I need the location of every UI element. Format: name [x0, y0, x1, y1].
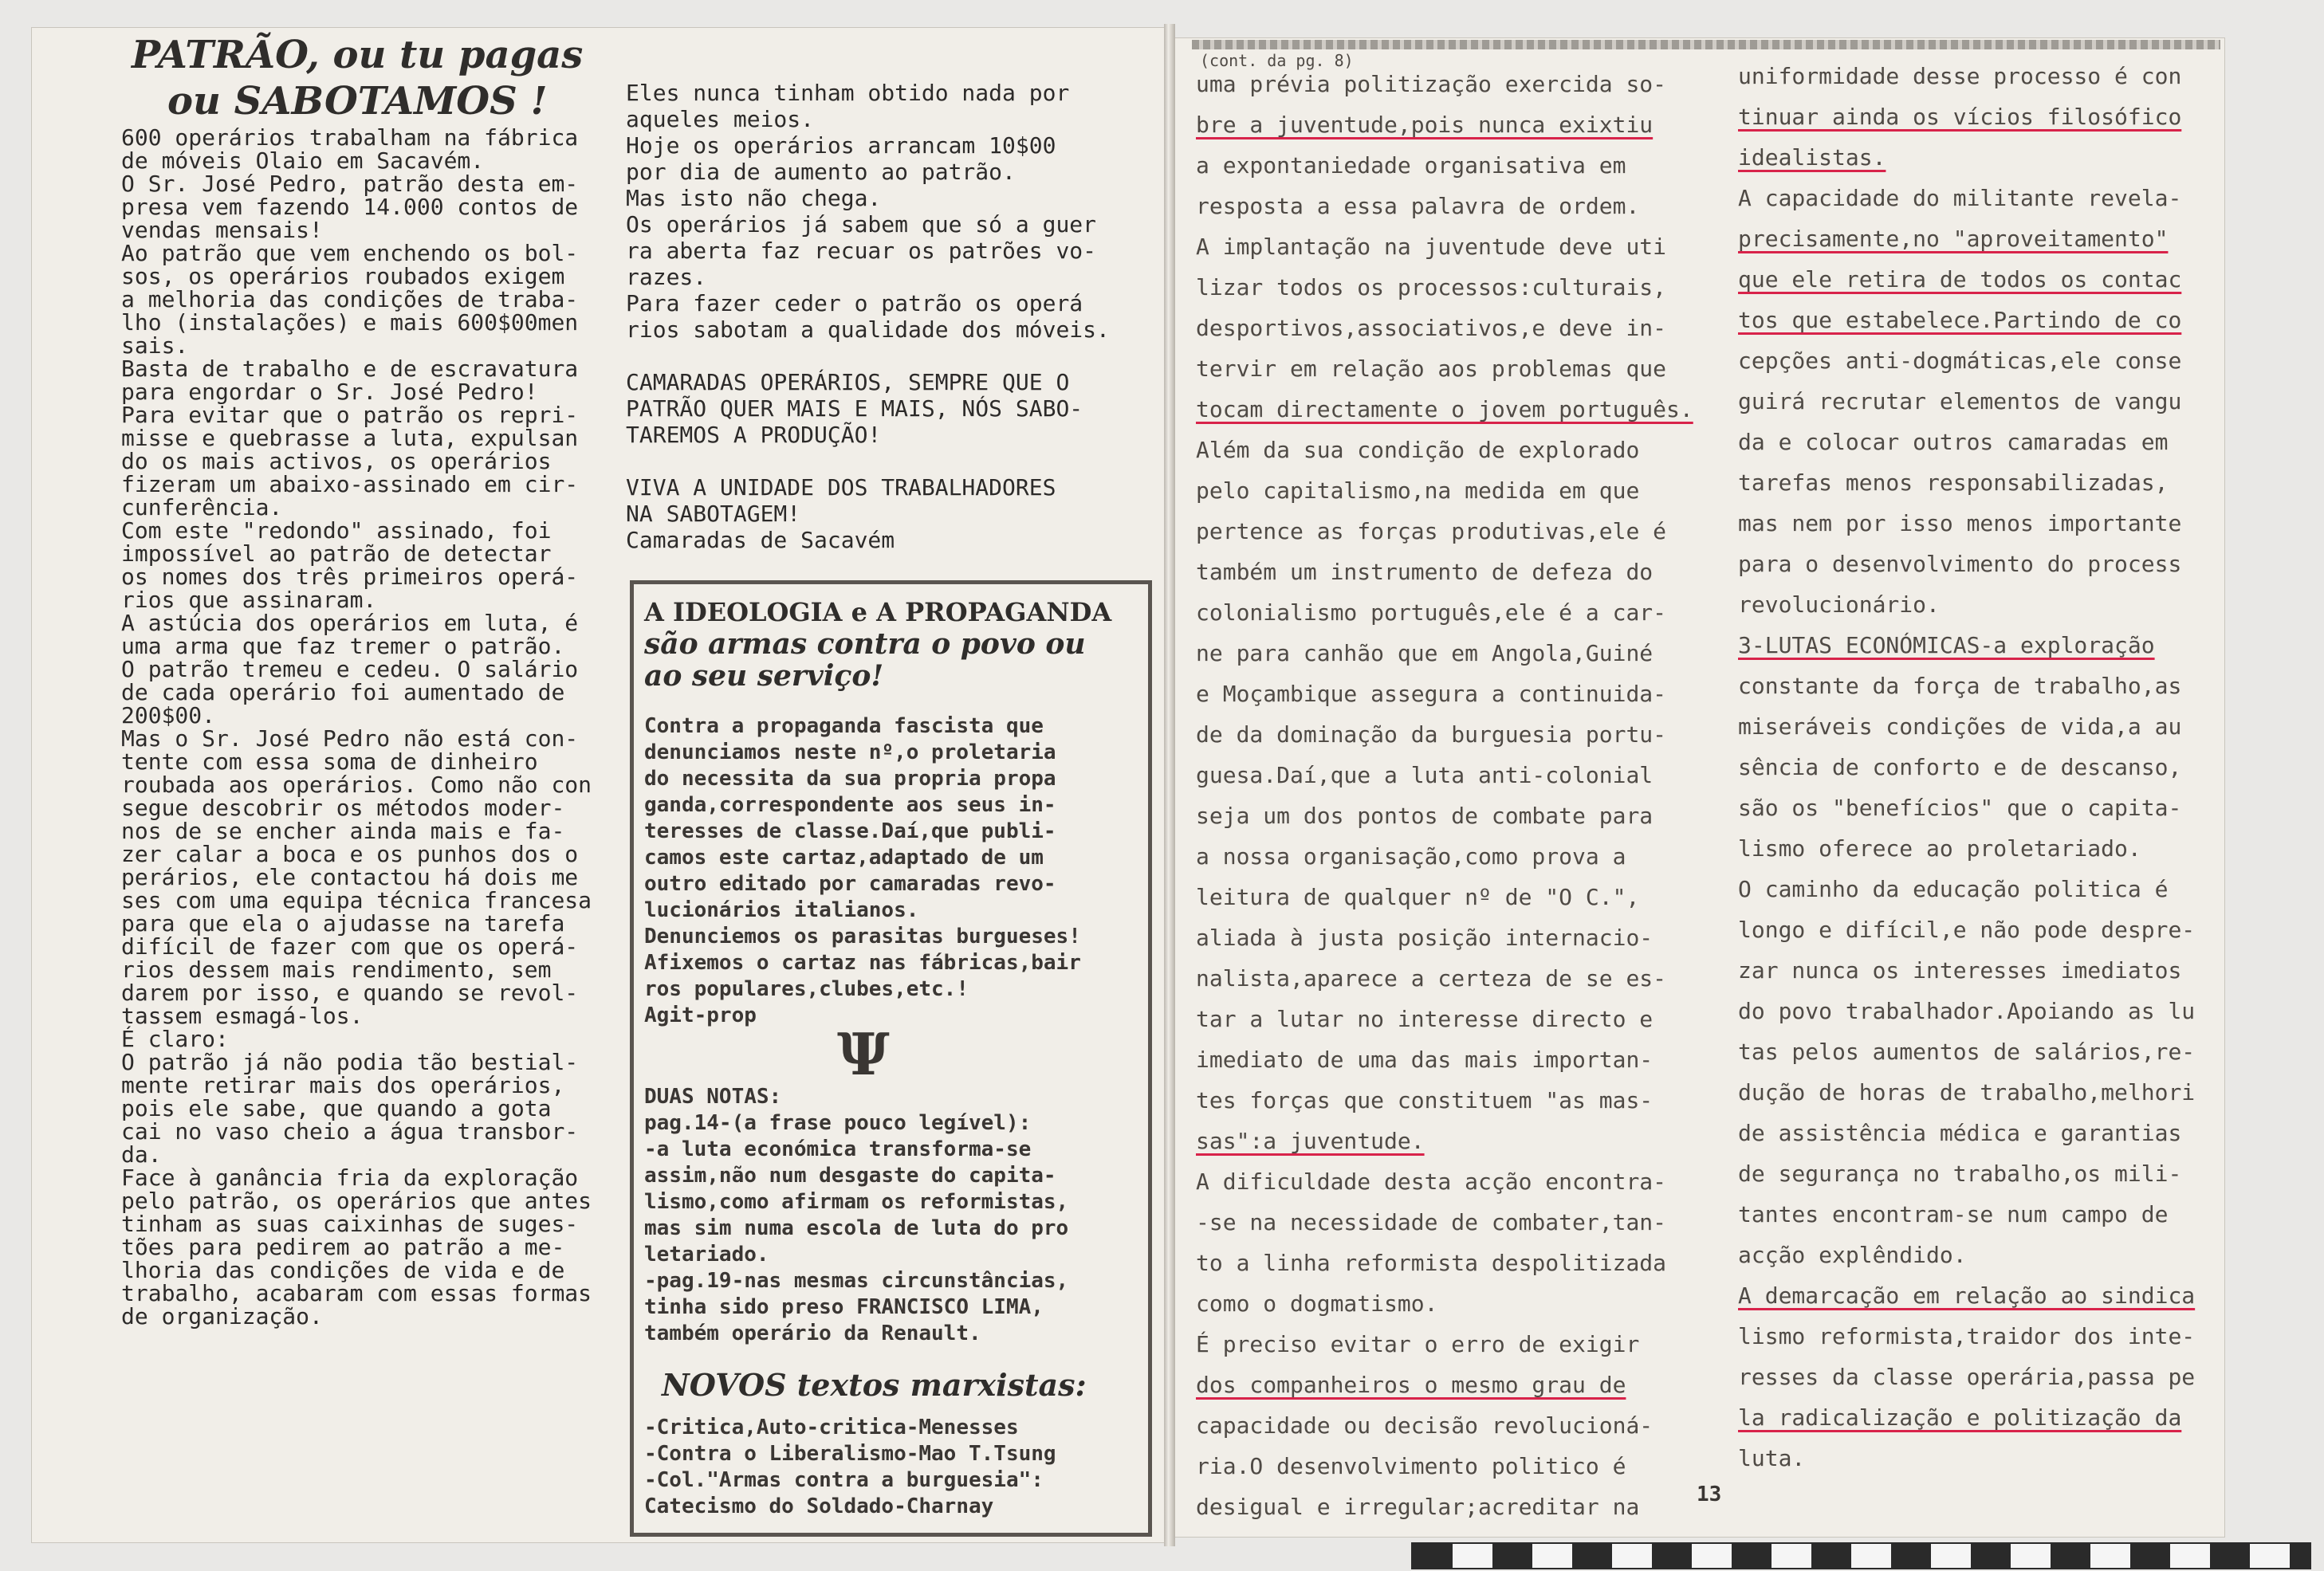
text-line: É claro:: [121, 1026, 229, 1052]
text-line: Os operários já sabem que só a guer: [626, 211, 1097, 238]
page-number: 13: [1697, 1483, 1722, 1506]
text-line: rios que assinaram.: [121, 587, 377, 613]
headline: [132, 32, 583, 124]
text-line: uma prévia politização exercida so-: [1196, 71, 1667, 97]
text-line: ses com uma equipa técnica francesa: [121, 887, 592, 913]
text-line: da e colocar outros camaradas em: [1738, 429, 2169, 455]
text-line: do os mais activos, os operários: [121, 448, 552, 474]
notes-text: [644, 1084, 1068, 1347]
text-line: colonialismo português,ele é a car-: [1196, 599, 1667, 626]
text-line: Denunciemos os parasitas burgueses!: [644, 925, 1081, 948]
text-line: de organização.: [121, 1303, 323, 1329]
text-line: impossível ao patrão de detectar: [121, 540, 552, 567]
text-line: acção explêndido.: [1738, 1242, 1967, 1268]
text-line: tantes encontram-se num campo de: [1738, 1201, 2169, 1227]
text-line: miseráveis condições de vida,a au: [1738, 713, 2182, 740]
text-line: É preciso evitar o erro de exigir: [1196, 1331, 1640, 1357]
text-line: tos que estabelece.Partindo de co: [1738, 307, 2182, 333]
text-line: VIVA A UNIDADE DOS TRABALHADORES: [626, 474, 1056, 501]
text-line: pag.14-(a frase pouco legível):: [644, 1111, 1032, 1135]
page-fold: [1164, 24, 1175, 1546]
text-line: outro editado por camaradas revo-: [644, 872, 1056, 896]
text-line: Com este "redondo" assinado, foi: [121, 517, 552, 544]
text-line: -Contra o Liberalismo-Mao T.Tsung: [644, 1442, 1056, 1466]
text-line: como o dogmatismo.: [1196, 1290, 1438, 1317]
novos-heading: NOVOS textos marxistas:: [662, 1367, 1087, 1403]
text-line: idealistas.: [1738, 144, 1886, 171]
text-line: longo e difícil,e não pode despre-: [1738, 917, 2196, 943]
box-heading: [644, 596, 1111, 692]
text-line: -se na necessidade de combater,tan-: [1196, 1209, 1667, 1235]
text-line: roubada aos operários. Como não con: [121, 772, 592, 798]
text-line: [626, 448, 1110, 474]
text-line: la radicalização e politização da: [1738, 1404, 2182, 1431]
text-line: para o desenvolvimento do process: [1738, 551, 2182, 577]
text-line: Ao patrão que vem enchendo os bol-: [121, 240, 579, 266]
text-line: a melhoria das condições de traba-: [121, 286, 579, 312]
text-line: rios sabotam a qualidade dos móveis.: [626, 316, 1110, 343]
text-line: imediato de uma das mais importan-: [1196, 1047, 1654, 1073]
text-line: A capacidade do militante revela-: [1738, 185, 2182, 211]
text-line: cai no vaso cheio a água transbor-: [121, 1118, 579, 1145]
text-line: lismo,como afirmam os reformistas,: [644, 1190, 1069, 1214]
text-line: NA SABOTAGEM!: [626, 501, 801, 527]
text-line: to a linha reformista despolitizada: [1196, 1250, 1667, 1276]
text-line: aliada à justa posição internacio-: [1196, 925, 1654, 951]
text-line: nalista,aparece a certeza de se es-: [1196, 965, 1667, 992]
text-line: nos de se encher ainda mais e fa-: [121, 818, 565, 844]
text-line: de móveis Olaio em Sacavém.: [121, 147, 485, 174]
text-line: A implantação na juventude deve uti: [1196, 234, 1667, 260]
left-column-2: [626, 80, 1110, 553]
text-line: lucionários italianos.: [644, 898, 919, 922]
text-line: a expontaniedade organisativa em: [1196, 152, 1626, 179]
text-line: os nomes dos três primeiros operá-: [121, 564, 579, 590]
text-line: Afixemos o cartaz nas fábricas,bair: [644, 951, 1081, 975]
agitprop-symbol: Ψ: [837, 1020, 890, 1088]
text-line: constante da força de trabalho,as: [1738, 673, 2182, 699]
text-line: Hoje os operários arrancam 10$00: [626, 132, 1056, 159]
text-line: Para fazer ceder o patrão os operá: [626, 290, 1083, 316]
text-line: perários, ele contactou há dois me: [121, 864, 579, 890]
text-line: luta.: [1738, 1445, 1806, 1471]
text-line: O Sr. José Pedro, patrão desta em-: [121, 171, 579, 197]
text-line: Catecismo do Soldado-Charnay: [644, 1494, 994, 1518]
text-line: O patrão tremeu e cedeu. O salário: [121, 656, 579, 682]
text-line: tes forças que constituem "as mas-: [1196, 1087, 1654, 1113]
text-line: do necessita da sua propria propa: [644, 767, 1056, 791]
text-line: tar a lutar no interesse directo e: [1196, 1006, 1654, 1032]
text-line: vendas mensais!: [121, 217, 323, 243]
text-line: lizar todos os processos:culturais,: [1196, 274, 1667, 300]
text-line: tinham as suas caixinhas de suges-: [121, 1211, 579, 1237]
text-line: precisamente,no "aproveitamento": [1738, 226, 2169, 252]
text-line: tervir em relação aos problemas que: [1196, 355, 1667, 382]
text-line: tocam directamente o jovem português.: [1196, 396, 1693, 422]
text-line: são os "benefícios" que o capita-: [1738, 795, 2182, 821]
text-line: sas":a juventude.: [1196, 1128, 1425, 1154]
text-line: -Critica,Auto-critica-Menesses: [644, 1416, 1019, 1439]
text-line: lhoria das condições de vida e de: [121, 1257, 565, 1283]
text-line: A demarcação em relação ao sindica: [1738, 1282, 2196, 1309]
text-line: ria.O desenvolvimento politico é: [1196, 1453, 1626, 1479]
left-column-1: [121, 126, 592, 1328]
text-line: tassem esmagá-los.: [121, 1003, 364, 1029]
text-line: por dia de aumento ao patrão.: [626, 159, 1016, 185]
text-line: também um instrumento de defeza do: [1196, 559, 1654, 585]
text-line: mas sim numa escola de luta do pro: [644, 1216, 1069, 1240]
text-line: -Col."Armas contra a burguesia":: [644, 1468, 1044, 1492]
text-line: também operário da Renault.: [644, 1322, 981, 1345]
box-heading-line-1: A IDEOLOGIA e A PROPAGANDA: [644, 597, 1112, 627]
text-line: mas nem por isso menos importante: [1738, 510, 2182, 536]
text-line: Para evitar que o patrão os repri-: [121, 402, 579, 428]
text-line: desportivos,associativos,e deve in-: [1196, 315, 1667, 341]
text-line: misse e quebrasse a luta, expulsan: [121, 425, 579, 451]
text-line: camos este cartaz,adaptado de um: [644, 846, 1044, 870]
text-line: A dificuldade desta acção encontra-: [1196, 1168, 1667, 1195]
text-line: resses da classe operária,passa pe: [1738, 1364, 2196, 1390]
text-line: denunciamos neste nº,o proletaria: [644, 740, 1056, 764]
box-body-text: [644, 713, 1081, 1029]
text-line: de assistência médica e garantias: [1738, 1120, 2182, 1146]
text-line: tinha sido preso FRANCISCO LIMA,: [644, 1295, 1044, 1319]
text-line: uma arma que faz tremer o patrão.: [121, 633, 565, 659]
text-line: sos, os operários roubados exigem: [121, 263, 565, 289]
text-line: resposta a essa palavra de ordem.: [1196, 193, 1640, 219]
text-line: dos companheiros o mesmo grau de: [1196, 1372, 1626, 1398]
text-line: presa vem fazendo 14.000 contos de: [121, 194, 579, 220]
text-line: guesa.Daí,que a luta anti-colonial: [1196, 762, 1654, 788]
text-line: TAREMOS A PRODUÇÃO!: [626, 422, 882, 448]
continuation-note: (cont. da pg. 8): [1200, 51, 1354, 70]
text-line: zer calar a boca e os punhos dos o: [121, 841, 579, 867]
text-line: Além da sua condição de explorado: [1196, 437, 1640, 463]
text-line: a nossa organisação,como prova a: [1196, 843, 1626, 870]
text-line: 600 operários trabalham na fábrica: [121, 124, 579, 151]
text-line: trabalho, acabaram com essas formas: [121, 1280, 592, 1306]
text-line: pertence as forças produtivas,ele é: [1196, 518, 1667, 544]
text-line: Mas isto não chega.: [626, 185, 882, 211]
text-line: sais.: [121, 332, 189, 359]
text-line: cunferência.: [121, 494, 283, 520]
text-line: Eles nunca tinham obtido nada por: [626, 80, 1070, 106]
novos-list: [644, 1415, 1056, 1520]
text-line: letariado.: [644, 1243, 769, 1267]
text-line: Mas o Sr. José Pedro não está con-: [121, 725, 579, 752]
text-line: -pag.19-nas mesmas circunstâncias,: [644, 1269, 1069, 1293]
text-line: mente retirar mais dos operários,: [121, 1072, 565, 1098]
text-line: lismo oferece ao proletariado.: [1738, 835, 2141, 862]
headline-line-1: PATRÃO, ou tu pagas: [132, 33, 584, 77]
text-line: que ele retira de todos os contac: [1738, 266, 2182, 293]
text-line: [626, 343, 1110, 369]
text-line: dução de horas de trabalho,melhori: [1738, 1079, 2196, 1106]
text-line: tinuar ainda os vícios filosófico: [1738, 104, 2182, 130]
text-line: tarefas menos responsabilizadas,: [1738, 469, 2169, 496]
text-line: guirá recrutar elementos de vangu: [1738, 388, 2182, 414]
text-line: zar nunca os interesses imediatos: [1738, 957, 2182, 984]
text-line: pelo patrão, os operários que antes: [121, 1188, 592, 1214]
text-line: ros populares,clubes,etc.!: [644, 977, 969, 1001]
text-line: 3-LUTAS ECONÓMICAS-a exploração: [1738, 632, 2155, 658]
text-line: aqueles meios.: [626, 106, 815, 132]
right-column-1: [1196, 64, 1693, 1527]
text-line: tas pelos aumentos de salários,re-: [1738, 1039, 2196, 1065]
text-line: O patrão já não podia tão bestial-: [121, 1049, 579, 1075]
text-line: O caminho da educação politica é: [1738, 876, 2169, 902]
text-line: cepções anti-dogmáticas,ele conse: [1738, 348, 2182, 374]
right-column-2: [1738, 56, 2195, 1479]
text-line: uniformidade desse processo é con: [1738, 63, 2182, 89]
text-line: desigual e irregular;acreditar na: [1196, 1494, 1640, 1520]
text-line: A astúcia dos operários em luta, é: [121, 610, 579, 636]
text-line: Camaradas de Sacavém: [626, 527, 895, 553]
text-line: bre a juventude,pois nunca exixtiu: [1196, 112, 1654, 138]
text-line: pois ele sabe, que quando a gota: [121, 1095, 552, 1121]
text-line: Agit-prop: [644, 1003, 757, 1027]
text-line: Contra a propaganda fascista que: [644, 714, 1044, 738]
text-line: do povo trabalhador.Apoiando as lu: [1738, 998, 2196, 1024]
text-line: -a luta económica transforma-se: [644, 1137, 1032, 1161]
text-line: ra aberta faz recuar os patrões vo-: [626, 238, 1097, 264]
text-line: tões para pedirem ao patrão a me-: [121, 1234, 565, 1260]
scale-ruler: [1411, 1542, 2311, 1569]
header-bar: [1192, 40, 2220, 49]
text-line: Basta de trabalho e de escravatura: [121, 355, 579, 382]
text-line: ne para canhão que em Angola,Guiné: [1196, 640, 1654, 666]
text-line: e Moçambique assegura a continuida-: [1196, 681, 1667, 707]
text-line: razes.: [626, 264, 707, 290]
text-line: assim,não num desgaste do capita-: [644, 1164, 1056, 1188]
text-line: capacidade ou decisão revolucioná-: [1196, 1412, 1654, 1439]
text-line: segue descobrir os métodos moder-: [121, 795, 565, 821]
text-line: para que ela o ajudasse na tarefa: [121, 910, 565, 937]
text-line: PATRÃO QUER MAIS E MAIS, NÓS SABO-: [626, 395, 1083, 422]
text-line: CAMARADAS OPERÁRIOS, SEMPRE QUE O: [626, 369, 1070, 395]
text-line: de segurança no trabalho,os mili-: [1738, 1161, 2182, 1187]
text-line: de cada operário foi aumentado de: [121, 679, 565, 705]
headline-line-2: ou SABOTAMOS !: [167, 79, 548, 124]
text-line: teresses de classe.Daí,que publi-: [644, 819, 1056, 843]
text-line: pelo capitalismo,na medida em que: [1196, 477, 1640, 504]
box-heading-line-3: ao seu serviço!: [644, 659, 884, 693]
text-line: fizeram um abaixo-assinado em cir-: [121, 471, 579, 497]
text-line: 200$00.: [121, 702, 216, 729]
text-line: para engordar o Sr. José Pedro!: [121, 379, 538, 405]
text-line: rios dessem mais rendimento, sem: [121, 956, 552, 983]
box-heading-line-2: são armas contra o povo ou: [644, 627, 1086, 661]
text-line: leitura de qualquer nº de "O C.",: [1196, 884, 1640, 910]
text-line: de da dominação da burguesia portu-: [1196, 721, 1667, 748]
text-line: ganda,correspondente aos seus in-: [644, 793, 1056, 817]
text-line: tente com essa soma de dinheiro: [121, 748, 538, 775]
text-line: difícil de fazer com que os operá-: [121, 933, 579, 960]
text-line: sência de conforto e de descanso,: [1738, 754, 2182, 780]
text-line: lho (instalações) e mais 600$00men: [121, 309, 579, 336]
text-line: Face à ganância fria da exploração: [121, 1165, 579, 1191]
text-line: revolucionário.: [1738, 591, 1940, 618]
text-line: DUAS NOTAS:: [644, 1085, 782, 1109]
text-line: lismo reformista,traidor dos inte-: [1738, 1323, 2196, 1349]
text-line: darem por isso, e quando se revol-: [121, 980, 579, 1006]
text-line: seja um dos pontos de combate para: [1196, 803, 1654, 829]
text-line: da.: [121, 1141, 162, 1168]
